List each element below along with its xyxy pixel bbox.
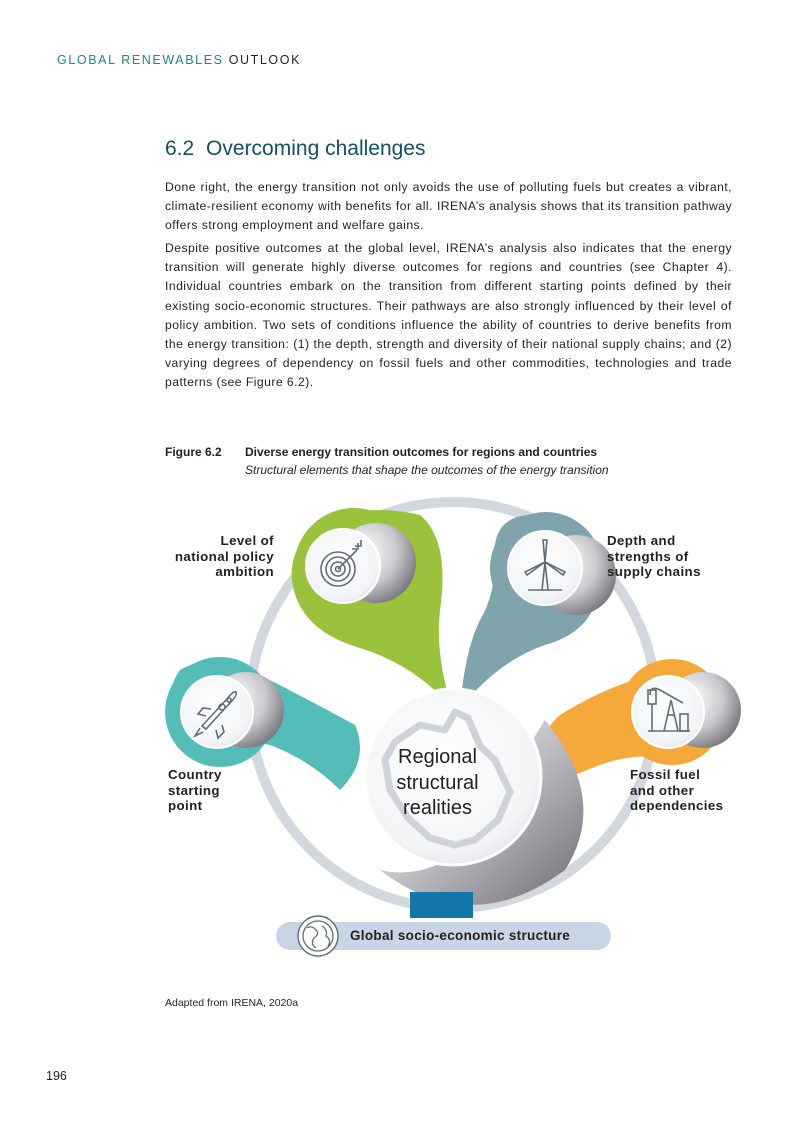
arrow-up [410, 892, 473, 918]
label-supply-chains [607, 533, 701, 580]
page-number: 196 [46, 1069, 67, 1083]
label-line: dependencies [630, 798, 724, 813]
figure-title: Diverse energy transition outcomes for regions and countries [245, 445, 598, 459]
label-line: national policy [174, 548, 274, 564]
label-line: ambition [215, 564, 274, 579]
label-line: starting [168, 782, 220, 798]
label-line: point [168, 798, 203, 813]
label-line: Fossil fuel [630, 767, 701, 782]
label-line: Country [168, 767, 222, 782]
label-line: and other [630, 782, 695, 798]
global-structure-label: Global socio-economic structure [350, 928, 571, 943]
node-disc-ambition [306, 529, 380, 603]
paragraph-1: Done right, the energy transition not only avoids the use of polluting fuels but creates a vibrant, climate-resilient economy with benefits for all. IRENA’s analysis shows that its transition pathway offers strong employment and welfare gains. [165, 180, 732, 233]
figure-source: Adapted from IRENA, 2020a [165, 997, 299, 1009]
center-label-line: structural [396, 771, 479, 794]
figure-label: Figure 6.2 [165, 445, 222, 459]
label-fossil-dependencies [630, 767, 723, 814]
figure-subtitle: Structural elements that shape the outcomes of the energy transition [245, 463, 609, 477]
globe-icon-disc [298, 916, 338, 956]
section-title-text: Overcoming challenges [206, 137, 426, 160]
center-label-line: realities [403, 797, 472, 819]
label-line: Level of [220, 533, 274, 548]
center-label [365, 745, 510, 822]
label-country-starting-point [168, 767, 222, 814]
label-line: supply chains [607, 564, 701, 579]
center-label-line: Regional [398, 746, 477, 768]
running-head-accent: GLOBAL RENEWABLES [57, 53, 224, 67]
label-line: strengths of [607, 548, 689, 564]
label-line: Depth and [607, 533, 676, 548]
paragraph-2: Despite positive outcomes at the global level, IRENA’s analysis also indicates that the energy transition will generate highly diverse outcomes for regions and countries (see Chapter 4). Individual countries embark on the transition from different starting points defined by their existing socio-economic structures. Their pathways are also strongly influenced by their level of policy ambition. Two sets of conditions influence the ability of countries to derive benefits from the energy transition: (1) the depth, strength and diversity of their national supply chains; and (2) varying degrees of dependency on fossil fuels and other commodities, technologies and trade patterns (see Figure 6.2). [165, 241, 732, 390]
label-policy-ambition [175, 533, 274, 580]
section-number: 6.2 [165, 137, 195, 160]
running-head-plain: OUTLOOK [228, 53, 302, 67]
